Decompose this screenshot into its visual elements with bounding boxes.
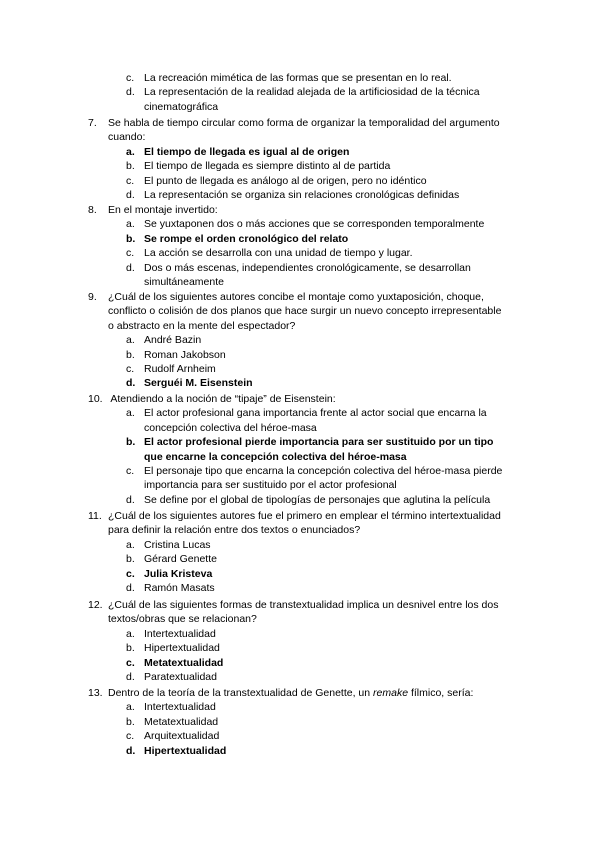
question-12	[0, 598, 600, 684]
option-letter: d.	[126, 377, 136, 390]
question-text: ¿Cuál de los siguientes autores fue el primero en emplear el término intertextualidad	[108, 510, 501, 522]
question-text: textos/obras que se relacionan?	[108, 613, 257, 626]
option-letter: c.	[126, 567, 135, 580]
option-text: El personaje tipo que encarna la concepción colectiva del héroe-masa pierde	[144, 464, 503, 477]
option-d-continued	[0, 100, 600, 114]
option-letter: d.	[126, 86, 135, 99]
option-letter: b.	[126, 553, 135, 566]
option-letter: d.	[126, 744, 136, 757]
option-letter: c.	[126, 656, 135, 669]
question-text: Dentro de la teoría de la transtextualidad de Genette, un remake fílmico, sería:	[108, 687, 474, 699]
option-text: André Bazin	[144, 334, 202, 347]
option-c	[0, 71, 600, 85]
question-number: 7.	[88, 117, 97, 129]
option-letter: a.	[126, 407, 135, 420]
option-text: importancia para ser sustituido por el actor profesional	[144, 479, 397, 492]
option-text: Intertextualidad	[144, 627, 216, 640]
question-text: conflicto o colisión de dos planos que hace surgir un nuevo concepto irrepresentable	[108, 305, 502, 318]
option-letter: b.	[126, 642, 135, 655]
option-letter: a.	[126, 334, 135, 347]
option-letter: c.	[126, 174, 135, 187]
option-letter: d.	[126, 188, 135, 201]
question-text: En el montaje invertido:	[108, 204, 218, 216]
question-text: ¿Cuál de los siguientes autores concibe el montaje como yuxtaposición, choque,	[108, 291, 484, 303]
question-9	[0, 290, 600, 391]
option-letter: c.	[126, 730, 135, 743]
correct-option-text: Serguéi M. Eisenstein	[144, 377, 253, 390]
question-11	[0, 509, 600, 595]
option-text: simultáneamente	[144, 275, 224, 288]
correct-option-text: Se rompe el orden cronológico del relato	[144, 232, 349, 245]
option-text: La representación se organiza sin relaciones cronológicas definidas	[144, 188, 460, 201]
option-text: La acción se desarrolla con una unidad de tiempo y lugar.	[144, 247, 413, 260]
question-number: 10.	[88, 393, 103, 405]
option-text: Arquitextualidad	[144, 730, 220, 743]
option-letter: c.	[126, 362, 135, 375]
question-13	[0, 686, 600, 758]
option-letter: b.	[126, 160, 135, 173]
question-8	[0, 203, 600, 289]
question-number: 9.	[88, 291, 97, 303]
correct-option-text: que encarne la concepción colectiva del héroe-masa	[144, 450, 407, 463]
continued-question	[0, 71, 600, 114]
option-text: Paratextualidad	[144, 670, 217, 683]
option-letter: c.	[126, 247, 135, 260]
question-7	[0, 116, 600, 202]
option-text: Roman Jakobson	[144, 348, 226, 361]
question-text: Atendiendo a la noción de “tipaje” de Eisenstein:	[108, 393, 336, 405]
option-text: Rudolf Arnheim	[144, 362, 216, 375]
option-letter: d.	[126, 581, 135, 594]
option-text: Dos o más escenas, independientes cronológicamente, se desarrollan	[144, 261, 471, 274]
option-letter: b.	[126, 436, 136, 449]
option-letter: b.	[126, 348, 135, 361]
option-letter: b.	[126, 715, 135, 728]
option-letter: a.	[126, 538, 135, 551]
question-number: 11.	[88, 510, 102, 522]
correct-option-text: Hipertextualidad	[144, 744, 227, 757]
option-text: Se yuxtaponen dos o más acciones que se corresponden temporalmente	[144, 218, 485, 231]
option-letter: a.	[126, 701, 135, 714]
question-text: para definir la relación entre dos textos o enunciados?	[108, 524, 361, 537]
option-text: El punto de llegada es análogo al de origen, pero no idéntico	[144, 174, 427, 187]
option-d	[0, 85, 600, 99]
option-letter: a.	[126, 145, 135, 158]
option-text: Cristina Lucas	[144, 538, 211, 551]
question-text: Se habla de tiempo circular como forma de organizar la temporalidad del argumento	[108, 117, 500, 129]
option-letter: a.	[126, 627, 135, 640]
question-10	[0, 392, 600, 507]
option-text: La representación de la realidad alejada de la artificiosidad de la técnica	[144, 86, 480, 99]
option-letter: d.	[126, 493, 135, 506]
emphasized-term: remake	[373, 687, 409, 699]
question-text: cuando:	[108, 131, 146, 144]
option-letter: c.	[126, 464, 135, 477]
option-letter: d.	[126, 670, 135, 683]
option-text: Metatextualidad	[144, 715, 219, 728]
option-text: Ramón Masats	[144, 581, 215, 594]
option-letter: b.	[126, 232, 136, 245]
option-text: El actor profesional gana importancia frente al actor social que encarna la	[144, 407, 487, 420]
question-text: o abstracto en la mente del espectador?	[108, 319, 296, 332]
option-letter: c.	[126, 72, 135, 84]
option-text: El tiempo de llegada es siempre distinto al de partida	[144, 160, 391, 173]
option-letter: a.	[126, 218, 135, 231]
option-text: Intertextualidad	[144, 701, 216, 714]
option-text: Gérard Genette	[144, 553, 217, 566]
question-number: 13.	[88, 687, 103, 699]
correct-option-text: El actor profesional pierde importancia para ser sustituido por un tipo	[144, 436, 494, 449]
option-text: La recreación mimética de las formas que se presentan en lo real.	[144, 72, 452, 84]
correct-option-text: Julia Kristeva	[144, 567, 213, 580]
question-number: 8.	[88, 204, 97, 216]
question-number: 12.	[88, 599, 103, 611]
correct-option-text: El tiempo de llegada es igual al de origen	[144, 145, 350, 158]
option-text: Hipertextualidad	[144, 642, 220, 655]
correct-option-text: Metatextualidad	[144, 656, 224, 669]
option-text: concepción colectiva del héroe-masa	[144, 421, 317, 434]
question-text: ¿Cuál de las siguientes formas de transtextualidad implica un desnivel entre los dos	[108, 599, 499, 611]
option-letter: d.	[126, 261, 135, 274]
option-text: Se define por el global de tipologías de personajes que aglutina la película	[144, 493, 491, 506]
option-text: cinematográfica	[144, 100, 219, 113]
